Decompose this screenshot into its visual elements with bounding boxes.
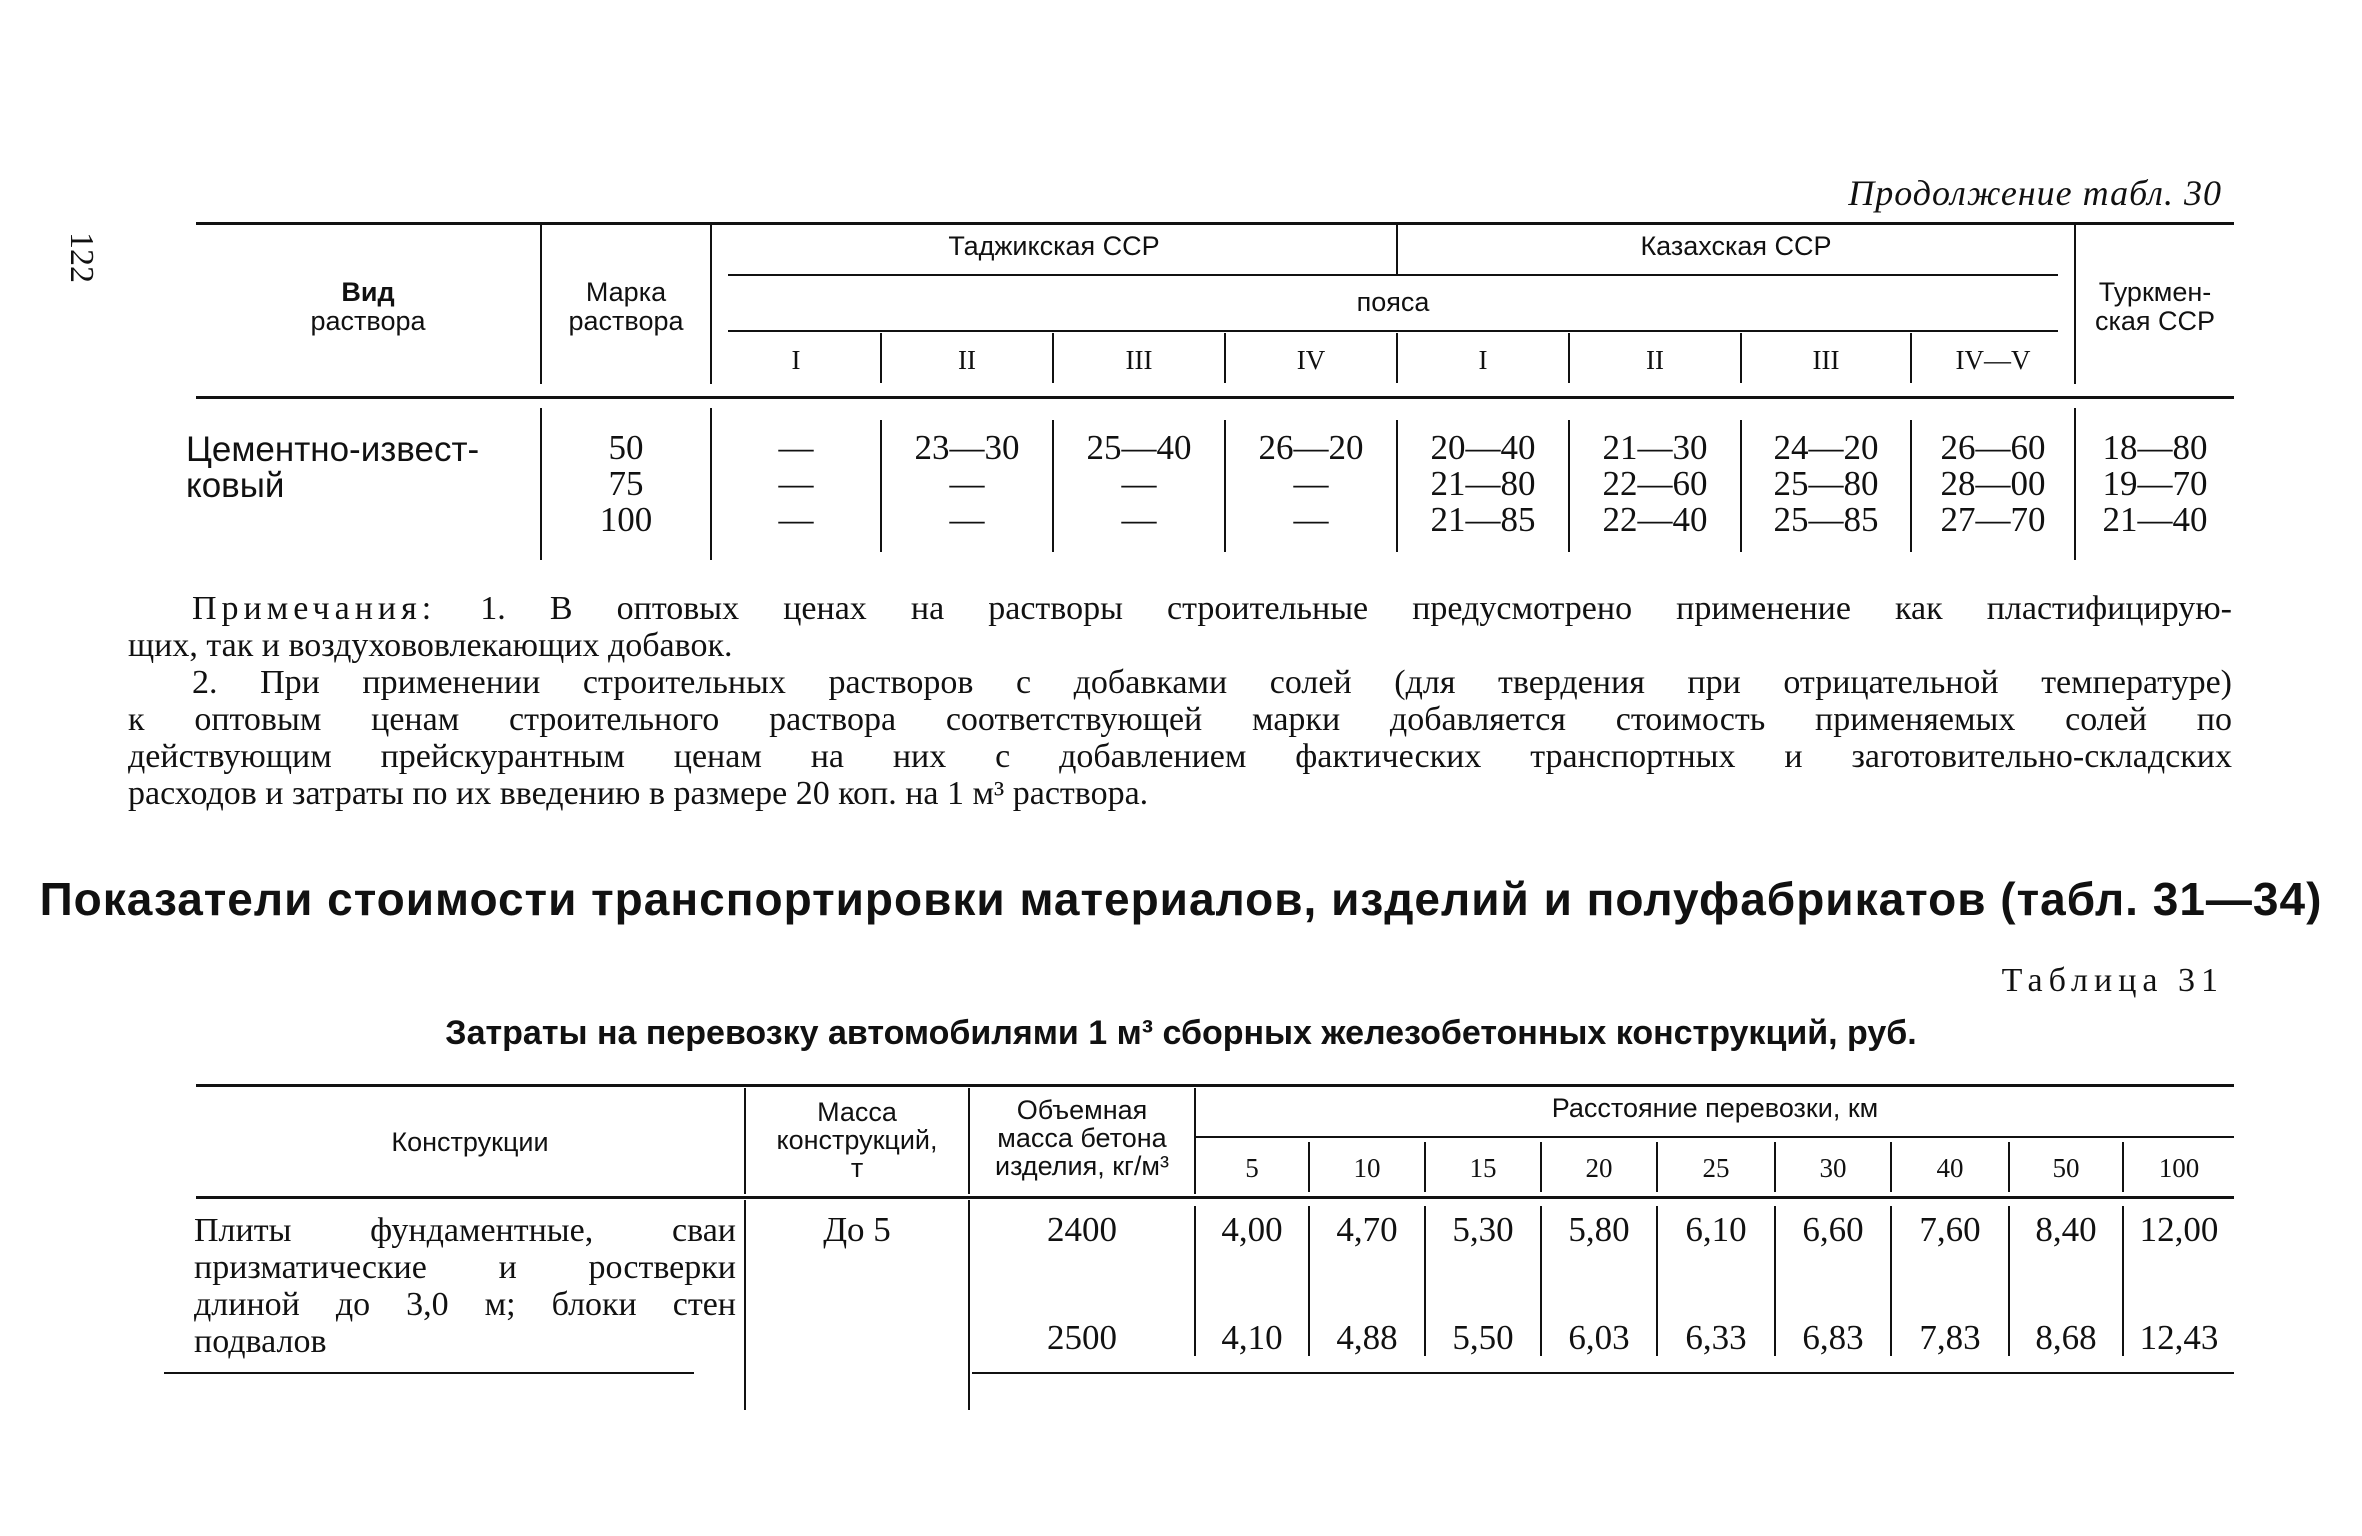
note2-line2: к оптовым ценам строительного раствора соответствующей марки добавляется стоимость применяемых солей по: [128, 701, 2232, 738]
cost-value: 4,10: [1221, 1318, 1283, 1357]
distance-label: 30: [1819, 1153, 1847, 1183]
zone-label: III: [1125, 345, 1153, 375]
distance-label: 100: [2158, 1153, 2200, 1183]
distance-label: 5: [1245, 1153, 1259, 1183]
cost-value: 6,60: [1802, 1210, 1864, 1249]
table30-price-column: 21—30 22—60 22—40: [1602, 428, 1708, 539]
note2-line3: действующим прейскурантным ценам на них с добавлением фактических транспортных и заготовительно-складских: [128, 738, 2232, 775]
cost-value: 6,10: [1685, 1210, 1747, 1249]
cost-value: 4,88: [1336, 1318, 1398, 1357]
table30-header-zones: пояса: [1356, 287, 1430, 317]
table31-caption: Затраты на перевозку автомобилями 1 м³ сборных железобетонных конструкций, руб.: [445, 1014, 1917, 1052]
zone-label: III: [1812, 345, 1840, 375]
zone-label: IV—V: [1955, 345, 2031, 375]
cost-value: 5,50: [1452, 1318, 1514, 1357]
table31-density: 2500: [1047, 1318, 1117, 1357]
cost-value: 8,40: [2035, 1210, 2097, 1249]
table31-mass: До 5: [823, 1210, 891, 1249]
distance-label: 10: [1353, 1153, 1381, 1183]
table30-header-turkmen: Туркмен- ская ССР: [2094, 277, 2216, 336]
note2-line1: 2. При применении строительных растворов с добавками солей (для твердения при отрицательной температуре): [192, 664, 2232, 701]
cost-value: 6,03: [1568, 1318, 1630, 1357]
cost-value: 5,80: [1568, 1210, 1630, 1249]
cost-value: 4,70: [1336, 1210, 1398, 1249]
zone-label: II: [1646, 345, 1664, 375]
section-title: Показатели стоимости транспортировки материалов, изделий и полуфабрикатов (табл. 31—34): [39, 873, 2323, 925]
table30-price-column: 25—40 — —: [1086, 428, 1192, 539]
table30-row-name: Цементно-извест- ковый: [186, 430, 480, 505]
zone-label: I: [791, 345, 801, 375]
cost-value: 6,83: [1802, 1318, 1864, 1357]
table30-header-tajik: Таджикская ССР: [948, 231, 1160, 261]
table31-construction: Плиты фундаментные, сваи призматические и ростверки длиной до 3,0 м; блоки стен подвалов: [194, 1212, 736, 1360]
cost-value: 8,68: [2035, 1318, 2097, 1357]
table31-header-mass: Масса конструкций, т: [776, 1097, 938, 1183]
table30-price-column: 26—20 — —: [1258, 428, 1364, 539]
table31-label: Таблица 31: [2001, 962, 2224, 999]
zone-label: I: [1478, 345, 1488, 375]
cost-value: 5,30: [1452, 1210, 1514, 1249]
table30-price-column: 24—20 25—80 25—85: [1773, 428, 1879, 539]
table30-grades: 50 75 100: [599, 428, 653, 539]
table30-price-column: 23—30 — —: [914, 428, 1020, 539]
table30-header-mortar-type: Вид раствора: [310, 277, 426, 336]
distance-label: 25: [1702, 1153, 1730, 1183]
cost-value: 7,83: [1919, 1318, 1981, 1357]
cost-value: 12,00: [2139, 1210, 2219, 1249]
table31-header-density: Объемная масса бетона изделия, кг/м³: [995, 1095, 1169, 1181]
page-number: 122: [63, 232, 100, 283]
cost-value: 6,33: [1685, 1318, 1747, 1357]
table31-header-distance: Расстояние перевозки, км: [1551, 1093, 1879, 1123]
table30-price-column: 26—60 28—00 27—70: [1940, 428, 2046, 539]
distance-label: 40: [1936, 1153, 1964, 1183]
table30-price-column: — — —: [778, 428, 814, 539]
cost-value: 12,43: [2139, 1318, 2219, 1357]
table30-price-column: 20—40 21—80 21—85: [1430, 428, 1536, 539]
zone-label: IV: [1296, 345, 1326, 375]
table31-header-construction: Конструкции: [391, 1127, 549, 1157]
distance-label: 15: [1469, 1153, 1497, 1183]
note1-line2: щих, так и воздухововлекающих добавок.: [128, 627, 733, 664]
cost-value: 4,00: [1221, 1210, 1283, 1249]
note1-line1: Примечания: 1. В оптовых ценах на растворы строительные предусмотрено применение как пластифицирую-: [192, 590, 2232, 627]
table31-density: 2400: [1047, 1210, 1117, 1249]
table30-price-column: 18—80 19—70 21—40: [2102, 428, 2208, 539]
table30-header-kazakh: Казахская ССР: [1640, 231, 1832, 261]
distance-label: 20: [1585, 1153, 1613, 1183]
distance-label: 50: [2052, 1153, 2080, 1183]
table30-header-grade: Марка раствора: [568, 277, 684, 336]
note2-line4: расходов и затраты по их введению в размере 20 коп. на 1 м³ раствора.: [128, 775, 1149, 812]
notes: [128, 590, 2232, 812]
table30-continuation-title: Продолжение табл. 30: [1848, 173, 2222, 213]
cost-value: 7,60: [1919, 1210, 1981, 1249]
zone-label: II: [958, 345, 976, 375]
